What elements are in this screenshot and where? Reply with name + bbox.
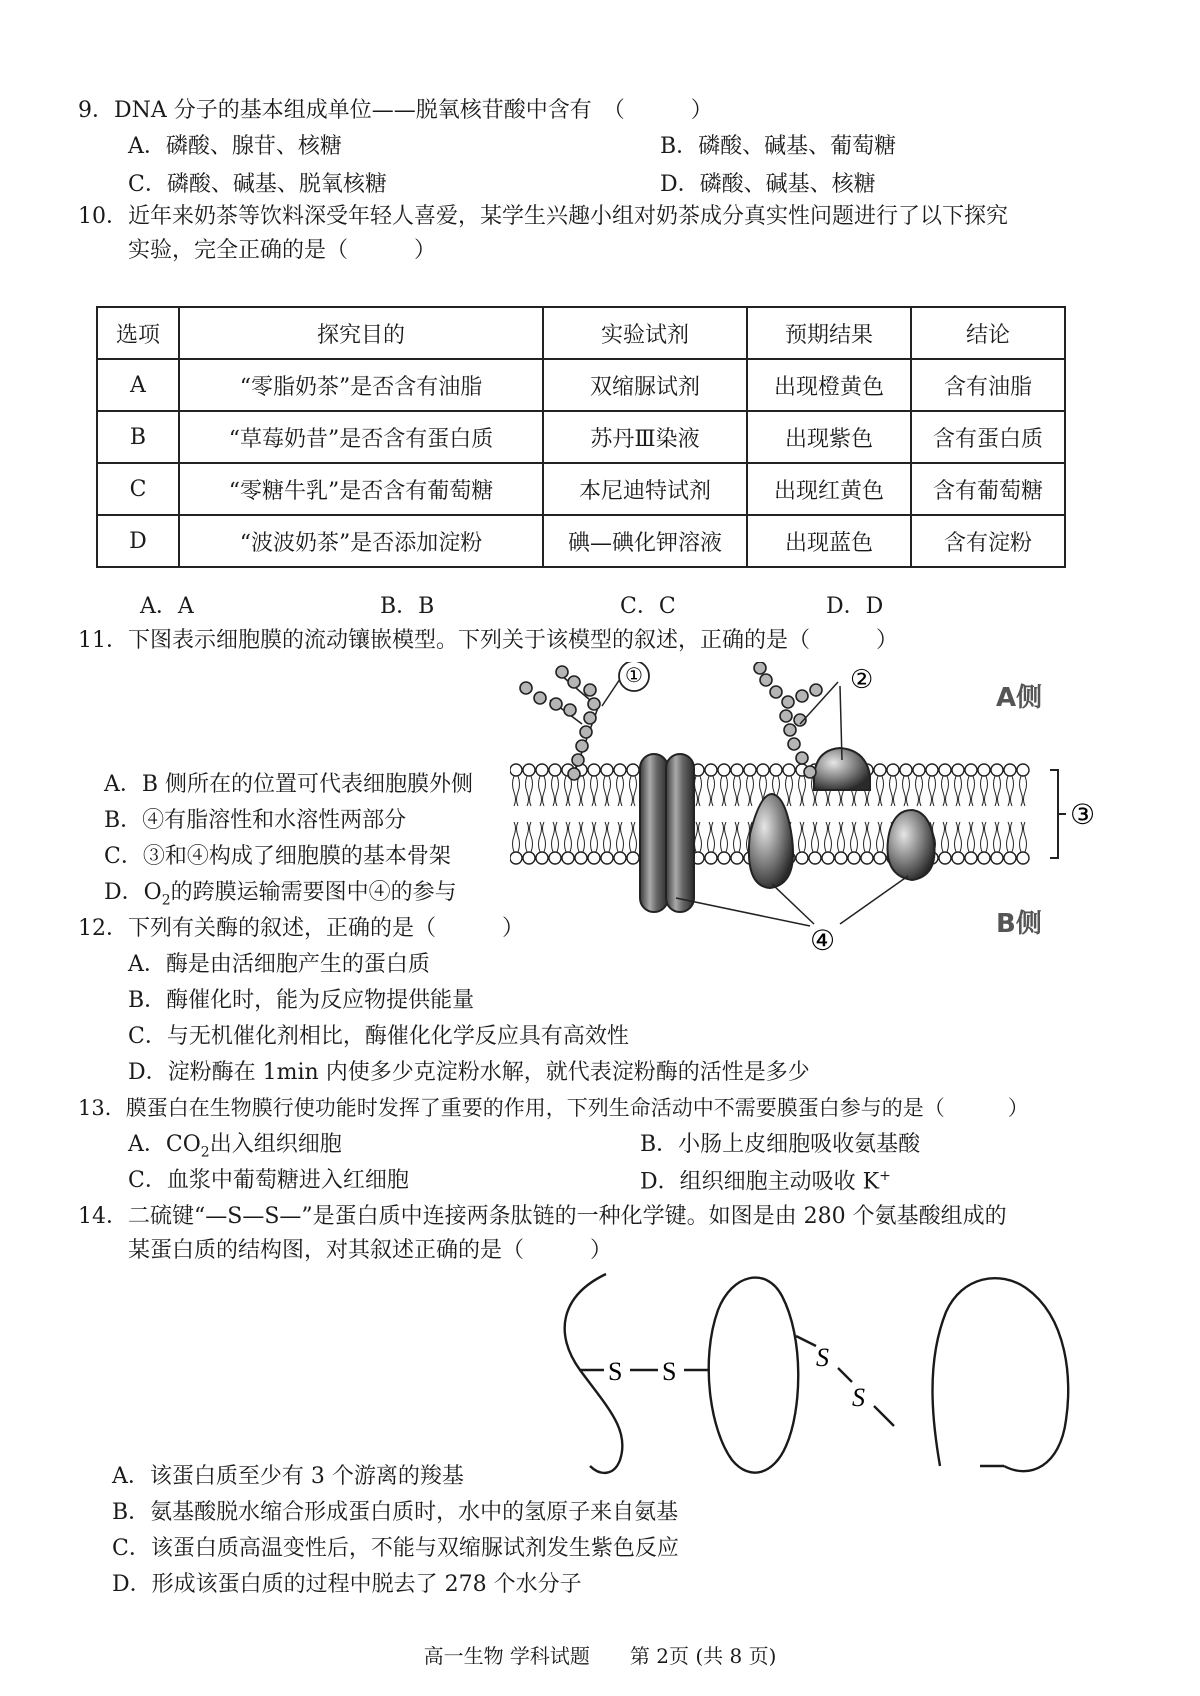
q13-option-d xyxy=(640,1168,891,1196)
phospholipid-head xyxy=(848,852,860,864)
q13-option-b: B．小肠上皮细胞吸收氨基酸 xyxy=(640,1132,921,1157)
phospholipid-head xyxy=(978,852,990,864)
q11-option-d-sub: 2 xyxy=(161,892,171,909)
phospholipid-head xyxy=(575,852,587,864)
phospholipid-head xyxy=(926,764,938,776)
phospholipid-tail xyxy=(530,776,533,806)
phospholipid-tail xyxy=(630,776,633,806)
phospholipid-tail xyxy=(751,776,754,806)
phospholipid-head xyxy=(939,852,951,864)
phospholipid-tail xyxy=(530,822,533,852)
q14-option-b: B．氨基酸脱水缩合形成蛋白质时，水中的氢原子来自氨基 xyxy=(112,1500,679,1525)
q14-stem-line2: 某蛋白质的结构图，对其叙述正确的是（ ） xyxy=(128,1238,613,1263)
label-1: ① xyxy=(625,663,643,687)
phospholipid-head xyxy=(549,764,561,776)
phospholipid-head xyxy=(588,852,600,864)
phospholipid-tail xyxy=(747,776,750,806)
phospholipid-head xyxy=(601,852,613,864)
q12-option-c: C．与无机催化剂相比，酶催化化学反应具有高效性 xyxy=(128,1024,629,1049)
q14-option-d: D．形成该蛋白质的过程中脱去了 278 个水分子 xyxy=(112,1572,582,1597)
phospholipid-tail xyxy=(985,776,988,806)
phospholipid-tail xyxy=(881,776,884,806)
phospholipid-head xyxy=(510,764,522,776)
phospholipid-tail xyxy=(894,776,897,806)
phospholipid-tail xyxy=(838,822,841,852)
table-cell: 含有葡萄糖 xyxy=(911,463,1065,515)
phospholipid-head xyxy=(588,764,600,776)
phospholipid-tail xyxy=(942,822,945,852)
q11-option-a: A．B 侧所在的位置可代表细胞膜外侧 xyxy=(104,772,474,797)
phospholipid-tail xyxy=(825,822,828,852)
phospholipid-tail xyxy=(1011,822,1014,852)
phospholipid-tail xyxy=(1020,776,1023,806)
table-cell: 苏丹Ⅲ染液 xyxy=(543,411,747,463)
q10-option-d: D．D xyxy=(826,594,884,619)
phospholipid-head xyxy=(1004,764,1016,776)
phospholipid-head xyxy=(874,852,886,864)
table-cell: 出现橙黄色 xyxy=(747,359,911,411)
table-row xyxy=(97,359,1065,411)
side-a-label: A侧 xyxy=(996,683,1043,713)
q12-option-b: B．酶催化时，能为反应物提供能量 xyxy=(128,988,475,1013)
phospholipid-head xyxy=(731,852,743,864)
phospholipid-tail xyxy=(595,776,598,806)
phospholipid-tail xyxy=(1020,822,1023,852)
phospholipid-tail xyxy=(712,822,715,852)
sulfur-1: S xyxy=(608,1357,623,1386)
phospholipid-tail xyxy=(526,776,529,806)
phospholipid-head xyxy=(874,764,886,776)
phospholipid-head xyxy=(757,764,769,776)
q12-stem: 12．下列有关酶的叙述，正确的是（ ） xyxy=(78,916,524,941)
phospholipid-head xyxy=(705,764,717,776)
phospholipid-tail xyxy=(968,776,971,806)
table-cell: 含有淀粉 xyxy=(911,515,1065,567)
phospholipid-tail xyxy=(985,822,988,852)
phospholipid-tail xyxy=(864,822,867,852)
phospholipid-tail xyxy=(812,822,815,852)
phospholipid-tail xyxy=(829,822,832,852)
protein-structure-figure xyxy=(560,1270,1080,1480)
q10-option-c: C．C xyxy=(620,594,676,619)
phospholipid-tail xyxy=(513,776,516,806)
phospholipid-head xyxy=(900,764,912,776)
phospholipid-head xyxy=(965,764,977,776)
phospholipid-tail xyxy=(881,822,884,852)
phospholipid-tail xyxy=(595,822,598,852)
phospholipid-tail xyxy=(972,822,975,852)
q9-option-b: B．磷酸、碱基、葡萄糖 xyxy=(660,134,897,159)
phospholipid-tail xyxy=(955,776,958,806)
phospholipid-tail xyxy=(981,822,984,852)
phospholipid-tail xyxy=(721,776,724,806)
phospholipid-tail xyxy=(604,822,607,852)
embedded-protein-right xyxy=(888,810,935,880)
phospholipid-head xyxy=(835,852,847,864)
q13-stem: 13．膜蛋白在生物膜行使功能时发挥了重要的作用，下列生命活动中不需要膜蛋白参与的是（ ） xyxy=(78,1096,1029,1120)
phospholipid-head xyxy=(796,852,808,864)
q14-stem-line1: 14．二硫键“—S—S—”是蛋白质中连接两条肽链的一种化学键。如图是由 280 个氨基酸组成的 xyxy=(78,1204,1007,1229)
table-cell: C xyxy=(97,463,179,515)
phospholipid-tail xyxy=(929,776,932,806)
phospholipid-tail xyxy=(968,822,971,852)
phospholipid-tail xyxy=(634,776,637,806)
table-cell: 本尼迪特试剂 xyxy=(543,463,747,515)
phospholipid-tail xyxy=(855,822,858,852)
table-cell: 出现蓝色 xyxy=(747,515,911,567)
phospholipid-tail xyxy=(617,822,620,852)
sulfur-3: S xyxy=(816,1343,829,1372)
phospholipid-head xyxy=(705,852,717,864)
q11-option-b: B．④有脂溶性和水溶性两部分 xyxy=(104,808,407,833)
phospholipid-tail xyxy=(942,776,945,806)
q14-option-c: C．该蛋白质高温变性后，不能与双缩脲试剂发生紫色反应 xyxy=(112,1536,679,1561)
phospholipid-tail xyxy=(903,776,906,806)
table-cell: 双缩脲试剂 xyxy=(543,359,747,411)
phospholipid-tail xyxy=(556,776,559,806)
phospholipid-tail xyxy=(972,776,975,806)
phospholipid-tail xyxy=(916,776,919,806)
phospholipid-tail xyxy=(786,776,789,806)
phospholipid-tail xyxy=(790,776,793,806)
q10-table xyxy=(96,306,1066,568)
q12-option-d: D．淀粉酶在 1min 内使多少克淀粉水解，就代表淀粉酶的活性是多少 xyxy=(128,1060,810,1085)
embedded-protein-middle xyxy=(749,794,793,888)
q13-option-a-sub: 2 xyxy=(200,1144,210,1161)
table-cell: 碘—碘化钾溶液 xyxy=(543,515,747,567)
phospholipid-tail xyxy=(738,822,741,852)
phospholipid-tail xyxy=(608,776,611,806)
phospholipid-tail xyxy=(604,776,607,806)
phospholipid-head xyxy=(770,764,782,776)
phospholipid-head xyxy=(718,852,730,864)
table-header-cell: 探究目的 xyxy=(179,307,543,359)
table-header-row xyxy=(97,307,1065,359)
phospholipid-tail xyxy=(630,822,633,852)
phospholipid-tail xyxy=(608,822,611,852)
peptide-chain-middle xyxy=(709,1278,799,1473)
phospholipid-head xyxy=(783,764,795,776)
q10-option-b: B．B xyxy=(380,594,435,619)
phospholipid-tail xyxy=(517,822,520,852)
side-b-label: B侧 xyxy=(996,909,1042,939)
phospholipid-head xyxy=(861,852,873,864)
phospholipid-tail xyxy=(738,776,741,806)
phospholipid-tail xyxy=(712,776,715,806)
table-row xyxy=(97,515,1065,567)
table-header-cell: 结论 xyxy=(911,307,1065,359)
phospholipid-head xyxy=(627,764,639,776)
phospholipid-tail xyxy=(708,776,711,806)
phospholipid-tail xyxy=(569,822,572,852)
phospholipid-tail xyxy=(907,776,910,806)
phospholipid-tail xyxy=(578,822,581,852)
glycolipid-chain xyxy=(520,666,600,780)
phospholipid-head xyxy=(614,852,626,864)
phospholipid-tail xyxy=(539,776,542,806)
table-cell: 含有油脂 xyxy=(911,359,1065,411)
phospholipid-tail xyxy=(565,776,568,806)
cell-membrane-figure xyxy=(510,662,1110,952)
phospholipid-tail xyxy=(543,776,546,806)
phospholipid-tail xyxy=(994,776,997,806)
phospholipid-tail xyxy=(699,822,702,852)
q9-option-d: D．磷酸、碱基、核糖 xyxy=(660,172,876,197)
q11-stem: 11．下图表示细胞膜的流动镶嵌模型。下列关于该模型的叙述，正确的是（ ） xyxy=(78,628,898,653)
phospholipid-head xyxy=(822,852,834,864)
table-cell: “零糖牛乳”是否含有葡萄糖 xyxy=(179,463,543,515)
q11-option-d xyxy=(104,880,457,909)
glycoprotein-chain xyxy=(754,662,822,778)
channel-protein-right xyxy=(666,754,694,912)
q14-option-a: A．该蛋白质至少有 3 个游离的羧基 xyxy=(112,1464,464,1489)
phospholipid-head xyxy=(887,764,899,776)
q13-option-d-pre: D．组织细胞主动吸收 K xyxy=(640,1169,880,1195)
phospholipid-tail xyxy=(1024,776,1027,806)
phospholipid-tail xyxy=(708,822,711,852)
phospholipid-tail xyxy=(1007,822,1010,852)
table-cell: D xyxy=(97,515,179,567)
phospholipid-tail xyxy=(582,776,585,806)
phospholipid-head xyxy=(939,764,951,776)
phospholipid-tail xyxy=(1011,776,1014,806)
table-header-cell: 预期结果 xyxy=(747,307,911,359)
phospholipid-head xyxy=(523,764,535,776)
phospholipid-tail xyxy=(556,822,559,852)
phospholipid-head xyxy=(536,852,548,864)
phospholipid-tail xyxy=(539,822,542,852)
q11-option-c: C．③和④构成了细胞膜的基本骨架 xyxy=(104,844,451,869)
phospholipid-tail xyxy=(959,822,962,852)
phospholipid-head xyxy=(744,764,756,776)
table-row xyxy=(97,411,1065,463)
phospholipid-tail xyxy=(621,822,624,852)
phospholipid-head xyxy=(523,852,535,864)
page-footer: 高一生物 学科试题 第 2页 (共 8 页) xyxy=(423,1644,777,1668)
phospholipid-head xyxy=(1017,852,1029,864)
phospholipid-tail xyxy=(578,776,581,806)
phospholipid-head xyxy=(913,764,925,776)
table-header-cell: 实验试剂 xyxy=(543,307,747,359)
phospholipid-tail xyxy=(591,776,594,806)
table-cell: 出现红黄色 xyxy=(747,463,911,515)
phospholipid-tail xyxy=(920,776,923,806)
phospholipid-head xyxy=(510,852,522,864)
phospholipid-head xyxy=(536,764,548,776)
table-cell: 出现紫色 xyxy=(747,411,911,463)
phospholipid-tail xyxy=(591,822,594,852)
phospholipid-head xyxy=(731,764,743,776)
phospholipid-tail xyxy=(946,776,949,806)
phospholipid-tail xyxy=(552,822,555,852)
q10-option-a: A．A xyxy=(140,594,194,619)
phospholipid-tail xyxy=(513,822,516,852)
table-cell: 含有蛋白质 xyxy=(911,411,1065,463)
phospholipid-tail xyxy=(569,776,572,806)
phospholipid-tail xyxy=(621,776,624,806)
phospholipid-tail xyxy=(799,776,802,806)
phospholipid-tail xyxy=(634,822,637,852)
q13-option-d-sup: + xyxy=(879,1168,891,1184)
phospholipid-head xyxy=(965,852,977,864)
phospholipid-head xyxy=(562,852,574,864)
phospholipid-head xyxy=(601,764,613,776)
phospholipid-tail xyxy=(799,822,802,852)
phospholipid-head xyxy=(614,764,626,776)
phospholipid-tail xyxy=(998,822,1001,852)
phospholipid-tail xyxy=(877,776,880,806)
table-cell: “波波奶茶”是否添加淀粉 xyxy=(179,515,543,567)
phospholipid-head xyxy=(978,764,990,776)
phospholipid-tail xyxy=(517,776,520,806)
q9-option-c: C．磷酸、碱基、脱氧核糖 xyxy=(128,172,387,197)
phospholipid-tail xyxy=(552,776,555,806)
phospholipid-tail xyxy=(933,776,936,806)
table-header-cell: 选项 xyxy=(97,307,179,359)
phospholipid-tail xyxy=(699,776,702,806)
phospholipid-tail xyxy=(1007,776,1010,806)
phospholipid-tail xyxy=(877,822,880,852)
phospholipid-tail xyxy=(890,776,893,806)
phospholipid-tail xyxy=(851,822,854,852)
label-2: ② xyxy=(850,665,874,695)
phospholipid-tail xyxy=(803,776,806,806)
phospholipid-head xyxy=(991,852,1003,864)
table-cell: A xyxy=(97,359,179,411)
phospholipid-tail xyxy=(582,822,585,852)
channel-protein-left xyxy=(640,754,668,912)
sulfur-2: S xyxy=(662,1357,677,1386)
phospholipid-tail xyxy=(1024,822,1027,852)
phospholipid-tail xyxy=(955,822,958,852)
q9-stem: 9．DNA 分子的基本组成单位——脱氧核苷酸中含有 （ ） xyxy=(78,98,713,123)
q11-option-d-pre: D．O xyxy=(104,880,162,905)
phospholipid-head xyxy=(718,764,730,776)
peptide-chain-right xyxy=(933,1278,1069,1471)
phospholipid-head xyxy=(1017,764,1029,776)
phospholipid-tail xyxy=(998,776,1001,806)
label-4: ④ xyxy=(810,924,836,952)
phospholipid-tail xyxy=(725,822,728,852)
q9-option-a: A．磷酸、腺苷、核糖 xyxy=(128,134,342,159)
phospholipid-tail xyxy=(725,776,728,806)
phospholipid-tail xyxy=(981,776,984,806)
phospholipid-tail xyxy=(803,822,806,852)
phospholipid-tail xyxy=(721,822,724,852)
phospholipid-head xyxy=(809,852,821,864)
phospholipid-head xyxy=(952,852,964,864)
phospholipid-head xyxy=(1004,852,1016,864)
phospholipid-tail xyxy=(617,776,620,806)
phospholipid-tail xyxy=(565,822,568,852)
phospholipid-tail xyxy=(816,822,819,852)
phospholipid-head xyxy=(627,852,639,864)
phospholipid-tail xyxy=(543,822,546,852)
phospholipid-tail xyxy=(946,822,949,852)
label-3: ③ xyxy=(1070,798,1096,831)
table-cell: B xyxy=(97,411,179,463)
q13-option-a xyxy=(128,1132,342,1161)
sulfur-4: S xyxy=(852,1383,865,1412)
table-row xyxy=(97,463,1065,515)
q11-option-d-post: 的跨膜运输需要图中④的参与 xyxy=(170,880,457,905)
phospholipid-head xyxy=(991,764,1003,776)
q10-stem-line2: 实验，完全正确的是（ ） xyxy=(128,238,437,263)
table-cell: “零脂奶茶”是否含有油脂 xyxy=(179,359,543,411)
phospholipid-head xyxy=(549,852,561,864)
phospholipid-tail xyxy=(734,776,737,806)
q13-option-a-pre: A．CO xyxy=(128,1132,201,1157)
q10-stem-line1: 10．近年来奶茶等饮料深受年轻人喜爱，某学生兴趣小组对奶茶成分真实性问题进行了以下探究 xyxy=(78,204,1008,229)
phospholipid-tail xyxy=(526,822,529,852)
phospholipid-tail xyxy=(868,822,871,852)
phospholipid-tail xyxy=(842,822,845,852)
phospholipid-tail xyxy=(959,776,962,806)
phospholipid-tail xyxy=(994,822,997,852)
phospholipid-head xyxy=(952,764,964,776)
q12-option-a: A．酶是由活细胞产生的蛋白质 xyxy=(128,952,430,977)
q13-option-a-post: 出入组织细胞 xyxy=(209,1132,342,1157)
phospholipid-tail xyxy=(734,822,737,852)
table-cell: “草莓奶昔”是否含有蛋白质 xyxy=(179,411,543,463)
q13-option-c: C．血浆中葡萄糖进入红细胞 xyxy=(128,1168,409,1193)
